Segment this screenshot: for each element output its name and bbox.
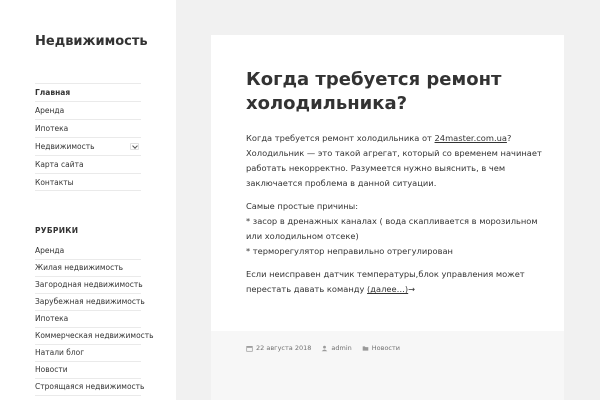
source-link[interactable]: 24master.com.ua [434, 133, 507, 143]
rubric-item[interactable]: Загородная недвижимость [35, 277, 141, 294]
post-paragraph [246, 267, 546, 297]
post-excerpt [246, 131, 546, 305]
main-navigation [35, 83, 141, 191]
nav-item-contacts[interactable]: Контакты [35, 173, 141, 191]
chevron-down-icon[interactable] [130, 143, 139, 150]
user-icon [321, 345, 328, 352]
post-author-text: admin [331, 344, 352, 352]
rubric-item[interactable]: Новости [35, 362, 141, 379]
nav-item-realty[interactable] [35, 137, 141, 155]
reason-item: * терморегулятор неправильно отрегулирован [246, 246, 453, 256]
rubric-item[interactable]: Жилая недвижимость [35, 260, 141, 277]
rubric-item[interactable]: Ипотека [35, 311, 141, 328]
nav-item-home[interactable]: Главная [35, 83, 141, 101]
post-date[interactable] [246, 344, 311, 352]
rubric-item[interactable]: Коммерческая недвижимость [35, 328, 141, 345]
reasons-heading: Самые простые причины: [246, 201, 359, 211]
rubric-item[interactable]: Строящаяся недвижимость [35, 379, 141, 396]
nav-item-realty-label: Недвижимость [35, 142, 95, 151]
read-more-link[interactable]: (далее…) [367, 284, 409, 294]
rubrics-list [35, 243, 154, 396]
para3-text: Если неисправен датчик температуры,блок управления может перестать давать команду [246, 269, 525, 294]
calendar-icon [246, 345, 253, 352]
post-meta [211, 331, 564, 400]
post-author[interactable] [321, 344, 351, 352]
nav-item-rent[interactable]: Аренда [35, 101, 141, 119]
sidebar [0, 0, 176, 400]
post-category-text: Новости [371, 344, 401, 352]
para1-text-rest: ? Холодильник — это такой агрегат, который со временем начинает работать некорректно. Разумеется нужно выяснить, в чем заключается проблема в данной ситуации. [246, 133, 542, 188]
post-title[interactable]: Когда требуется ремонт холодильника? [246, 69, 502, 114]
para1-text: Когда требуется ремонт холодильника от [246, 133, 435, 143]
rubric-item[interactable]: Аренда [35, 243, 141, 260]
rubrics-title: РУБРИКИ [35, 226, 79, 235]
post-article [211, 35, 564, 400]
nav-item-sitemap[interactable]: Карта сайта [35, 155, 141, 173]
nav-item-mortgage[interactable]: Ипотека [35, 119, 141, 137]
rubric-item[interactable]: Натали блог [35, 345, 141, 362]
arrow-right-icon[interactable]: → [408, 284, 416, 294]
reason-item: * засор в дренажных каналах ( вода скапливается в морозильном или холодильном отсеке) [246, 216, 538, 241]
site-title[interactable]: Недвижимость [35, 34, 148, 49]
post-paragraph [246, 199, 546, 259]
folder-icon [362, 345, 369, 352]
post-date-text: 22 августа 2018 [256, 344, 312, 352]
rubric-item[interactable]: Зарубежная недвижимость [35, 294, 141, 311]
post-category[interactable] [362, 344, 400, 352]
post-paragraph [246, 131, 546, 191]
